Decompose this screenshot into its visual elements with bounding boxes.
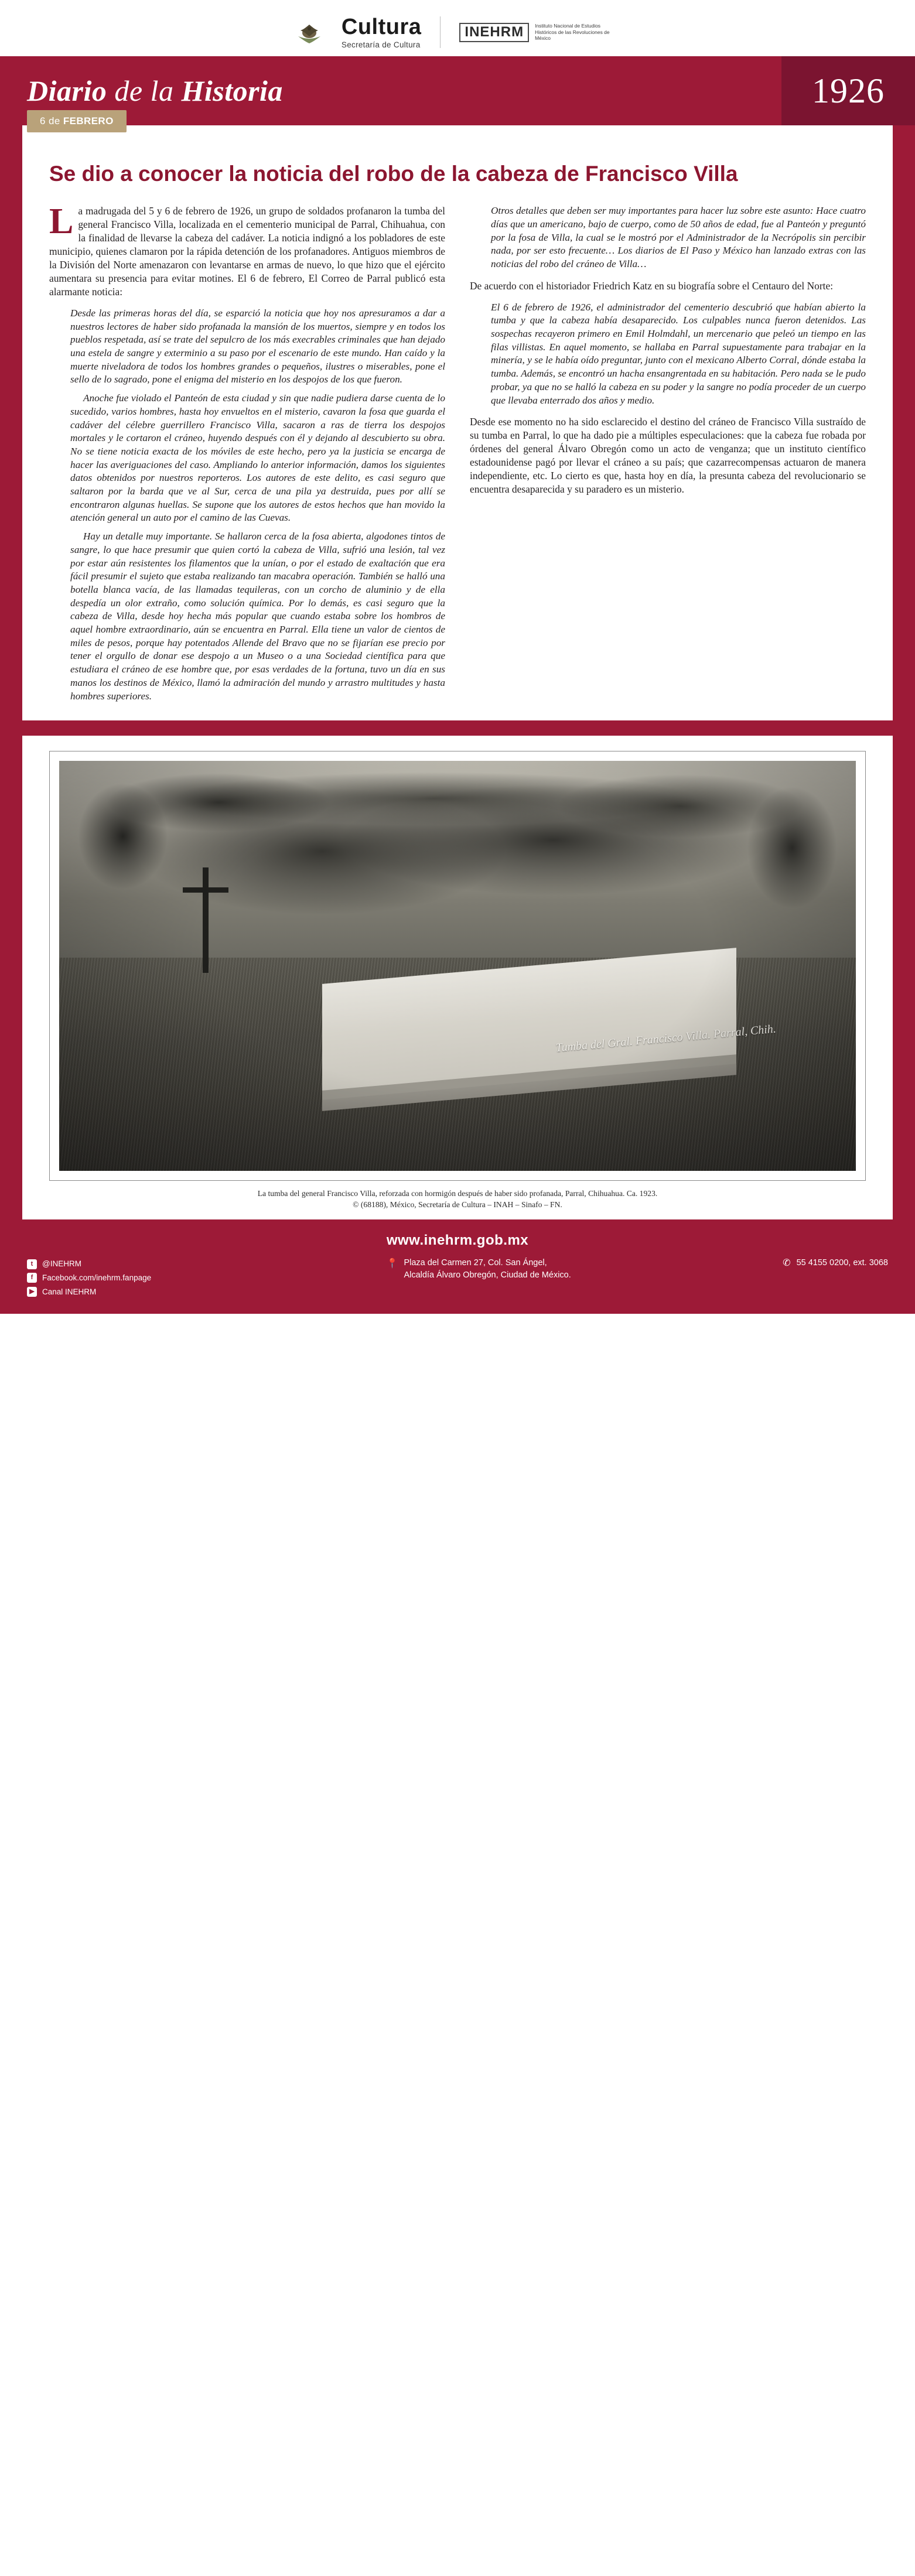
article-column-left: [49, 201, 445, 703]
historic-photograph: [59, 761, 856, 1171]
katz-intro-paragraph: De acuerdo con el historiador Friedrich Katz en su biografía sobre el Centauro del Norte:: [470, 279, 834, 292]
cultura-wordmark: [342, 16, 422, 49]
masthead: [0, 56, 915, 125]
photo-caption: [49, 1188, 866, 1210]
date-month: FEBRERO: [63, 115, 114, 127]
photo-frame: [49, 751, 866, 1181]
youtube-icon: ▶: [27, 1287, 37, 1297]
address-line-1: Plaza del Carmen 27, Col. San Ángel,: [404, 1258, 547, 1268]
phone-number: 55 4155 0200, ext. 3068: [796, 1258, 888, 1268]
inehrm-logo: INEHRM: [459, 23, 529, 42]
date-day: 6 de: [40, 115, 63, 127]
photo-card: [22, 736, 893, 1219]
masthead-title: [27, 74, 283, 108]
closing-paragraph: Desde ese momento no ha sido esclarecido el destino del cráneo de Francisco Villa sustraído de su tumba en Parral, lo que ha dado pie a múltiples especulaciones: que la cabeza fue robada por órdenes del general Álvaro Obregón como un acto de venganza; que un instituto científico estadounidense pagó por llevar el cráneo a su país; que cazarrecompensas actuaron de manera independiente, etc. Lo cierto es que, hasta hoy en día, la presunta cabeza del revolucionario se encuentra desaparecida y su paradero es un misterio.: [470, 416, 866, 496]
twitter-icon: t: [27, 1259, 37, 1269]
social-links: [27, 1257, 151, 1299]
date-badge: [27, 110, 127, 132]
quote-paragraph-1: Desde las primeras horas del día, se esparció la noticia que hoy nos apresuramos a dar a nuestros lectores de haber sido profanada la mansión de los muertos, siempre y en todos los pueblos respetada, así se trate del sepulcro de los más execrables criminales que han dejado una estela de sangre y exterminio a su paso por el escenario de este mundo. Han caído y la muerte niveladora de todos los hombres grandes o pequeños, ilustres o miserables, pone el sello de lo sagrado, pone el enigma del misterio en los despojos de los que fueron.: [70, 307, 445, 385]
inehrm-fullname: Instituto Nacional de Estudios Históricos de las Revoluciones de México: [535, 23, 610, 42]
article-columns: [49, 201, 866, 703]
drop-cap: L: [49, 201, 74, 242]
website-url[interactable]: www.inehrm.gob.mx: [386, 1232, 529, 1249]
social-label-youtube: Canal INEHRM: [42, 1287, 97, 1296]
quote-paragraph-2: Anoche fue violado el Panteón de esta ciudad y sin que nadie pudiera darse cuenta de lo sucedido, varios hombres, hasta hoy envueltos en el misterio, cavaron la fosa que guarda el cadáver del célebre guerrillero Francisco Villa, sacaron a ras de tierra los despojos mortales y le cortaron el cráneo, huyendo después con él y dejando al descubierto su obra. No se tiene noticia exacta de los móviles de este hecho, pero ya la justicia se encarga de hacer las averiguaciones del caso. Ampliando lo anterior información, damos los siguientes datos obtenidos por nuestros reporteros. Los autores de este delito, es casi seguro que saltaron por la barda que ve al Sur, cerca de una pila ya destruida, pues por allí se encontraron algunas huellas. Se supone que los autores de estos hechos que han movido la atención general un auto por el camino de las Cuevas.: [70, 392, 445, 524]
page-title: Se dio a conocer la noticia del robo de la cabeza de Francisco Villa: [49, 162, 738, 186]
social-link-facebook[interactable]: [27, 1271, 151, 1285]
phone-icon: ✆: [783, 1258, 791, 1269]
article-card: [22, 125, 893, 720]
quote-paragraph-4: Otros detalles que deben ser muy importantes para hacer luz sobre este asunto: Hace cuatro días que un americano, bajo de cuerpo, como de 50 años de edad, fue al Panteón y preguntó por la fosa de Villa, la cual se le mostró por el Administrador de la Necrópolis sin percibir nada, por ser esto frecuente… Los diarios de El Paso y México han lanzado extras con las noticias del robo del cráneo de Villa…: [491, 205, 866, 269]
year-value: 1926: [812, 71, 885, 110]
inehrm-logo-block: [459, 23, 623, 42]
facebook-icon: f: [27, 1273, 37, 1283]
quote-paragraph-5: El 6 de febrero de 1926, el administrador del cementerio descubrió que habían abierto la tumba y que la cabeza había desaparecido. Los culpables nunca fueron detenidos. Las sospechas recayeron primero en Emil Holmdahl, un mercenario que peleó un tiempo en las filas villistas. En aquel momento, se hallaba en Parral supuestamente para trabajar en la minería, y se le había oído preguntar, junto con el mexicano Alberto Corral, dónde estaba la tumba. Además, se encontró un hacha ensangrentada en su habitación. Pero nada se le pudo probar, ya que no se halló la cabeza en su poder y la sangre no podía proceder de un cuerpo que llevaba enterrado dos años y medio.: [491, 301, 866, 406]
poster-frame: [0, 56, 915, 1314]
brand-bar: [0, 0, 915, 56]
address-lines: [404, 1257, 571, 1282]
photo-caption-line-2: © (68188), México, Secretaría de Cultura – INAH – Sinafo – FN.: [353, 1200, 562, 1210]
lead-paragraph: [49, 201, 445, 299]
footer-row: [27, 1257, 888, 1299]
phone-block: [783, 1257, 888, 1269]
cultura-title: Cultura: [341, 14, 422, 39]
location-pin-icon: 📍: [386, 1259, 398, 1269]
address-line-2: Alcaldía Álvaro Obregón, Ciudad de México.: [404, 1270, 571, 1280]
social-link-youtube[interactable]: [27, 1285, 151, 1299]
lead-text: a madrugada del 5 y 6 de febrero de 1926, un grupo de soldados profanaron la tumba del general Francisco Villa, localizada en el cementerio municipal de Parral, Chihuahua, con la finalidad de llevarse la cabeza del cadáver. La noticia indignó a los pobladores de este municipio, quienes clamaron por la rápida detención de los profanadores. Antiguos miembros de la División del Norte amenazaron con levantarse en armas de nuevo, lo que hizo que el ejército aumentara su presencia para evitar motines. El 6 de febrero, El Correo de Parral publicó esta alarmante noticia:: [49, 205, 445, 298]
footer: [0, 1219, 915, 1314]
photo-vignette: [59, 761, 856, 1171]
quote-paragraph-3: Hay un detalle muy importante. Se hallaron cerca de la fosa abierta, algodones tintos de sangre, lo que hace presumir que quien cortó la cabeza de Villa, sufrió una lesión, tal vez por estar aún resistentes los filamentos que la unían, o por el estado de exaltación que era fácil presumir el sujeto que estaba realizando tan macabra operación. También se halló una botella blanca vacía, de las llamadas tequileras, con un corcho de aluminio y de ella despedía un olor extraño, como solución química. Por lo demás, es casi seguro que la cabeza de Villa, desde hoy hecha más popular que cuando estaba sobre los hombros de aquel hombre extraordinario, aún se encuentra en Parral. Ella tiene un valor de cientos de miles de pesos, porque hay potentados Allende del Bravo que no se fijarían ese precio por tener el orgullo de donar ese despojo a un Museo o a una Sociedad científica para que estudiara el cráneo de ese hombre que, por esas verdades de la fortuna, tuvo un día en sus manos los destinos de México, llamó la admiración del mundo y arrastro multitudes y hasta hombres superiores.: [70, 531, 445, 702]
year-badge: [781, 56, 915, 125]
brand-divider: [440, 16, 441, 48]
mexico-eagle-icon: [292, 19, 326, 46]
social-label-twitter: @INEHRM: [42, 1259, 81, 1269]
social-label-facebook: Facebook.com/inehrm.fanpage: [42, 1273, 152, 1282]
article-column-right: [470, 204, 866, 703]
masthead-title-mid: de la: [107, 74, 182, 107]
masthead-title-word2: Historia: [181, 74, 283, 107]
social-link-twitter[interactable]: [27, 1257, 151, 1271]
cultura-subtitle: Secretaría de Cultura: [341, 40, 421, 49]
masthead-title-word1: Diario: [27, 74, 107, 107]
photo-caption-line-1: La tumba del general Francisco Villa, reforzada con hormigón después de haber sido profanada, Parral, Chihuahua. Ca. 1923.: [257, 1189, 658, 1198]
address-block: [387, 1257, 571, 1282]
